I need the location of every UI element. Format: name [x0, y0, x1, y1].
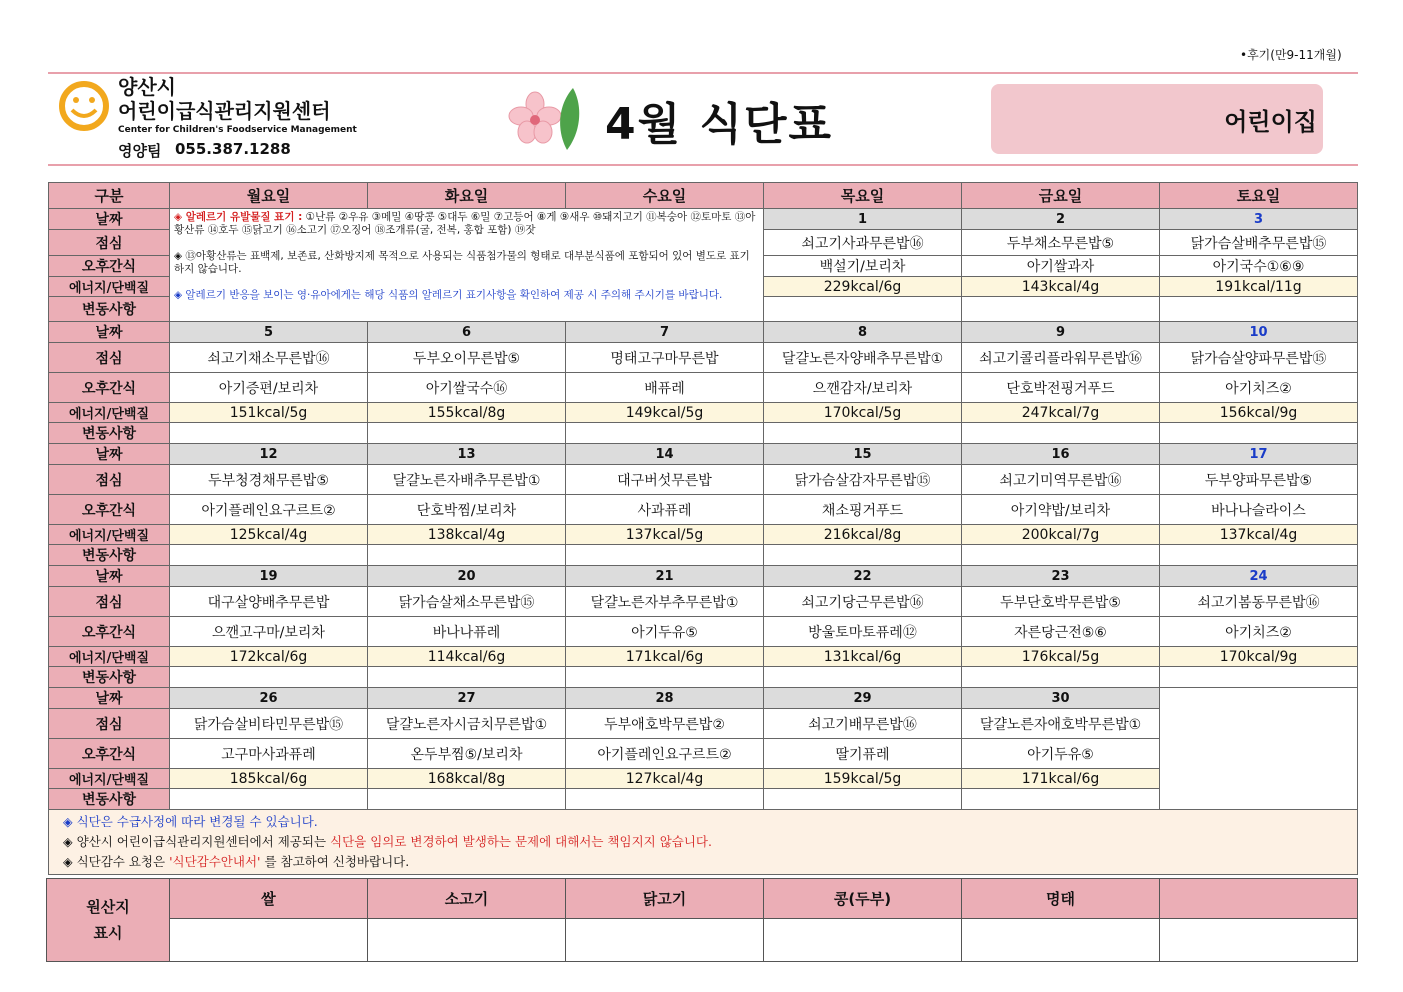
lunch-cell: 두부양파무른밥⑤	[1160, 465, 1358, 495]
footer-line-2a: ◈ 양산시 어린이급식관리지원센터에서 제공되는	[63, 834, 331, 849]
lunch-cell: 닭가슴살양파무른밥⑮	[1160, 343, 1358, 373]
date-cell: 15	[764, 444, 962, 465]
date-cell: 7	[566, 322, 764, 343]
snack-cell: 아기치즈②	[1160, 373, 1358, 403]
lunch-cell: 달걀노른자양배추무른밥①	[764, 343, 962, 373]
energy-cell: 156kcal/9g	[1160, 403, 1358, 423]
row-label-lunch: 점심	[49, 465, 170, 495]
row-label-date: 날짜	[49, 322, 170, 343]
row-label-date: 날짜	[49, 209, 170, 230]
origin-item	[1160, 879, 1358, 919]
row-label-date: 날짜	[49, 444, 170, 465]
snack-cell: 아기두유⑤	[566, 617, 764, 647]
energy-cell: 151kcal/5g	[170, 403, 368, 423]
header-friday: 금요일	[962, 183, 1160, 209]
lunch-cell: 닭가슴살감자무른밥⑮	[764, 465, 962, 495]
snack-cell: 고구마사과퓨레	[170, 739, 368, 769]
energy-cell: 216kcal/8g	[764, 525, 962, 545]
snack-cell: 백설기/보리차	[764, 256, 962, 277]
snack-cell: 사과퓨레	[566, 495, 764, 525]
snack-cell: 온두부찜⑤/보리차	[368, 739, 566, 769]
footer-notes	[49, 810, 1358, 875]
energy-cell: 185kcal/6g	[170, 769, 368, 789]
variation-cell	[764, 789, 962, 810]
row-label-energy: 에너지/단백질	[49, 647, 170, 667]
energy-cell: 137kcal/5g	[566, 525, 764, 545]
variation-cell	[764, 545, 962, 566]
date-cell: 13	[368, 444, 566, 465]
variation-cell	[170, 423, 368, 444]
lunch-cell: 명태고구마무른밥	[566, 343, 764, 373]
date-cell: 27	[368, 688, 566, 709]
variation-cell	[566, 545, 764, 566]
date-cell: 6	[368, 322, 566, 343]
origin-item: 콩(두부)	[764, 879, 962, 919]
lunch-cell: 달걀노른자애호박무른밥①	[962, 709, 1160, 739]
variation-cell	[764, 297, 962, 322]
energy-cell: 170kcal/5g	[764, 403, 962, 423]
energy-cell: 125kcal/4g	[170, 525, 368, 545]
energy-cell: 137kcal/4g	[1160, 525, 1358, 545]
variation-cell	[368, 423, 566, 444]
snack-cell: 아기치즈②	[1160, 617, 1358, 647]
origin-item: 닭고기	[566, 879, 764, 919]
variation-cell	[170, 789, 368, 810]
date-cell: 12	[170, 444, 368, 465]
lunch-cell: 두부애호박무른밥②	[566, 709, 764, 739]
date-cell: 9	[962, 322, 1160, 343]
energy-cell: 176kcal/5g	[962, 647, 1160, 667]
org-city: 양산시	[118, 75, 176, 99]
footer-line-3b: '식단감수안내서'	[169, 854, 261, 869]
footer-line-1: ◈ 식단은 수급사정에 따라 변경될 수 있습니다.	[63, 814, 318, 829]
row-label-energy: 에너지/단백질	[49, 525, 170, 545]
smile-logo-icon	[58, 80, 110, 132]
date-cell: 5	[170, 322, 368, 343]
date-cell: 23	[962, 566, 1160, 587]
variation-cell	[170, 545, 368, 566]
snack-cell: 아기플레인요구르트②	[566, 739, 764, 769]
variation-cell	[566, 667, 764, 688]
snack-cell: 아기증편/보리차	[170, 373, 368, 403]
energy-cell: 127kcal/4g	[566, 769, 764, 789]
row-label-snack: 오후간식	[49, 617, 170, 647]
variation-cell	[962, 789, 1160, 810]
header-saturday: 토요일	[1160, 183, 1358, 209]
allergy-list: ①난류 ②우유 ③메밀 ④땅콩 ⑤대두 ⑥밀 ⑦고등어 ⑧게 ⑨새우 ⑩돼지고기 ⑪복숭아 ⑫토마토 ⑬아황산류 ⑭호두 ⑮닭고기 ⑯소고기 ⑰오징어 ⑱조개류(굴, 전복, 홍합 포함) ⑲잣	[174, 211, 756, 236]
date-cell: 29	[764, 688, 962, 709]
lunch-cell: 닭가슴살배추무른밥⑮	[1160, 230, 1358, 256]
origin-table	[46, 878, 1358, 962]
page-title: 4월 식단표	[605, 99, 833, 150]
row-label-energy: 에너지/단백질	[49, 769, 170, 789]
allergy-notice	[170, 209, 764, 322]
variation-cell	[566, 789, 764, 810]
header-wednesday: 수요일	[566, 183, 764, 209]
date-cell: 8	[764, 322, 962, 343]
lunch-cell: 달걀노른자배추무른밥①	[368, 465, 566, 495]
snack-cell: 아기약밥/보리차	[962, 495, 1160, 525]
row-label-variation: 변동사항	[49, 545, 170, 566]
energy-cell: 143kcal/4g	[962, 277, 1160, 297]
row-label-lunch: 점심	[49, 587, 170, 617]
origin-item: 쌀	[170, 879, 368, 919]
origin-item: 소고기	[368, 879, 566, 919]
date-cell: 2	[962, 209, 1160, 230]
lunch-cell: 두부채소무른밥⑤	[962, 230, 1160, 256]
snack-cell: 단호박전핑거푸드	[962, 373, 1160, 403]
variation-cell	[368, 667, 566, 688]
footer-line-3c: 를 참고하여 신청바랍니다.	[260, 854, 410, 869]
row-label-energy: 에너지/단백질	[49, 403, 170, 423]
row-label-date: 날짜	[49, 688, 170, 709]
row-label-snack: 오후간식	[49, 373, 170, 403]
snack-cell: 배퓨레	[566, 373, 764, 403]
energy-cell: 171kcal/6g	[962, 769, 1160, 789]
lunch-cell: 쇠고기당근무른밥⑯	[764, 587, 962, 617]
snack-cell: 아기쌀과자	[962, 256, 1160, 277]
date-cell: 22	[764, 566, 962, 587]
snack-cell: 채소핑거푸드	[764, 495, 962, 525]
date-cell: 24	[1160, 566, 1358, 587]
energy-cell: 159kcal/5g	[764, 769, 962, 789]
snack-cell: 으깬감자/보리차	[764, 373, 962, 403]
variation-cell	[1160, 545, 1358, 566]
row-label-snack: 오후간식	[49, 739, 170, 769]
age-group-note: •후기(만9-11개월)	[1240, 48, 1342, 62]
energy-cell: 191kcal/11g	[1160, 277, 1358, 297]
reaction-note: ◈ 알레르기 반응을 보이는 영·유아에게는 해당 식품의 알레르기 표기사항을 확인하여 제공 시 주의해 주시기를 바랍니다.	[174, 289, 723, 301]
lunch-cell: 쇠고기콜리플라워무른밥⑯	[962, 343, 1160, 373]
lunch-cell: 쇠고기채소무른밥⑯	[170, 343, 368, 373]
snack-cell: 아기플레인요구르트②	[170, 495, 368, 525]
variation-cell	[368, 545, 566, 566]
variation-cell	[170, 667, 368, 688]
snack-cell: 바나나슬라이스	[1160, 495, 1358, 525]
origin-label	[47, 879, 170, 962]
phone-number: 055.387.1288	[175, 140, 291, 158]
header-divider	[48, 164, 1358, 166]
origin-value-cell[interactable]	[764, 919, 962, 962]
snack-cell: 방울토마토퓨레⑫	[764, 617, 962, 647]
snack-cell: 아기쌀국수⑯	[368, 373, 566, 403]
lunch-cell: 두부오이무른밥⑤	[368, 343, 566, 373]
variation-cell	[1160, 297, 1358, 322]
origin-value-cell[interactable]	[170, 919, 368, 962]
variation-cell	[962, 545, 1160, 566]
snack-cell: 아기국수①⑥⑨	[1160, 256, 1358, 277]
variation-cell	[764, 667, 962, 688]
row-label-energy: 에너지/단백질	[49, 277, 170, 297]
variation-cell	[962, 667, 1160, 688]
snack-cell: 딸기퓨레	[764, 739, 962, 769]
date-cell: 10	[1160, 322, 1358, 343]
header-monday: 월요일	[170, 183, 368, 209]
energy-cell: 155kcal/8g	[368, 403, 566, 423]
lunch-cell: 두부청경채무른밥⑤	[170, 465, 368, 495]
date-cell: 21	[566, 566, 764, 587]
energy-cell: 168kcal/8g	[368, 769, 566, 789]
menu-table	[48, 182, 1358, 875]
cherry-blossom-icon	[505, 86, 585, 152]
allergy-title: ◈ 알레르기 유발물질 표기 :	[174, 211, 303, 223]
header-tuesday: 화요일	[368, 183, 566, 209]
origin-value-cell[interactable]	[962, 919, 1160, 962]
energy-cell: 138kcal/4g	[368, 525, 566, 545]
energy-cell: 200kcal/7g	[962, 525, 1160, 545]
date-cell: 14	[566, 444, 764, 465]
kindergarten-box	[991, 84, 1323, 154]
row-label-lunch: 점심	[49, 343, 170, 373]
origin-value-cell[interactable]	[1160, 919, 1358, 962]
lunch-cell: 쇠고기미역무른밥⑯	[962, 465, 1160, 495]
origin-label-line1: 원산지	[86, 898, 130, 916]
kindergarten-name: 어린이집	[1224, 108, 1317, 136]
row-label-lunch: 점심	[49, 709, 170, 739]
energy-cell: 172kcal/6g	[170, 647, 368, 667]
date-cell: 26	[170, 688, 368, 709]
energy-cell: 229kcal/6g	[764, 277, 962, 297]
date-cell: 28	[566, 688, 764, 709]
origin-label-line2: 표시	[93, 924, 123, 942]
origin-value-cell[interactable]	[566, 919, 764, 962]
row-label-snack: 오후간식	[49, 256, 170, 277]
header-category: 구분	[49, 183, 170, 209]
top-divider	[48, 72, 1358, 74]
row-label-variation: 변동사항	[49, 423, 170, 444]
lunch-cell: 쇠고기배무른밥⑯	[764, 709, 962, 739]
row-label-variation: 변동사항	[49, 789, 170, 810]
lunch-cell: 대구버섯무른밥	[566, 465, 764, 495]
variation-cell	[368, 789, 566, 810]
lunch-cell: 달걀노른자시금치무른밥①	[368, 709, 566, 739]
origin-value-cell[interactable]	[368, 919, 566, 962]
snack-cell: 자른당근전⑤⑥	[962, 617, 1160, 647]
org-name: 어린이급식관리지원센터	[118, 99, 331, 123]
variation-cell	[764, 423, 962, 444]
lunch-cell: 두부단호박무른밥⑤	[962, 587, 1160, 617]
energy-cell: 149kcal/5g	[566, 403, 764, 423]
lunch-cell: 닭가슴살비타민무른밥⑮	[170, 709, 368, 739]
lunch-cell: 대구살양배추무른밥	[170, 587, 368, 617]
energy-cell: 171kcal/6g	[566, 647, 764, 667]
team-label: 영양팀	[118, 142, 162, 160]
row-label-date: 날짜	[49, 566, 170, 587]
date-cell: 17	[1160, 444, 1358, 465]
energy-cell: 114kcal/6g	[368, 647, 566, 667]
footer-line-3a: ◈ 식단감수 요청은	[63, 854, 170, 869]
energy-cell: 247kcal/7g	[962, 403, 1160, 423]
energy-cell: 170kcal/9g	[1160, 647, 1358, 667]
lunch-cell: 쇠고기봄동무른밥⑯	[1160, 587, 1358, 617]
sulfite-note: ◈ ⑬아황산류는 표백제, 보존료, 산화방지제 목적으로 사용되는 식품첨가물의 형태로 대부분식품에 포함되어 있어 별도로 표기하지 않습니다.	[174, 250, 750, 275]
row-label-variation: 변동사항	[49, 667, 170, 688]
lunch-cell: 달걀노른자부추무른밥①	[566, 587, 764, 617]
snack-cell: 단호박찜/보리차	[368, 495, 566, 525]
origin-item: 명태	[962, 879, 1160, 919]
date-cell: 20	[368, 566, 566, 587]
variation-cell	[962, 423, 1160, 444]
date-cell: 3	[1160, 209, 1358, 230]
org-english: Center for Children's Foodservice Management	[118, 125, 357, 135]
variation-cell	[1160, 423, 1358, 444]
variation-cell	[566, 423, 764, 444]
lunch-cell: 쇠고기사과무른밥⑯	[764, 230, 962, 256]
lunch-cell: 닭가슴살채소무른밥⑮	[368, 587, 566, 617]
date-cell: 16	[962, 444, 1160, 465]
energy-cell: 131kcal/6g	[764, 647, 962, 667]
date-cell: 30	[962, 688, 1160, 709]
variation-cell	[1160, 667, 1358, 688]
row-label-lunch: 점심	[49, 230, 170, 256]
header-thursday: 목요일	[764, 183, 962, 209]
date-cell: 19	[170, 566, 368, 587]
snack-cell: 으깬고구마/보리차	[170, 617, 368, 647]
snack-cell: 바나나퓨레	[368, 617, 566, 647]
footer-line-2b: 식단을 임의로 변경하여 발생하는 문제에 대해서는 책임지지 않습니다.	[330, 834, 712, 849]
variation-cell	[962, 297, 1160, 322]
date-cell: 1	[764, 209, 962, 230]
snack-cell: 아기두유⑤	[962, 739, 1160, 769]
row-label-variation: 변동사항	[49, 297, 170, 322]
empty-cell	[1160, 688, 1358, 810]
row-label-snack: 오후간식	[49, 495, 170, 525]
